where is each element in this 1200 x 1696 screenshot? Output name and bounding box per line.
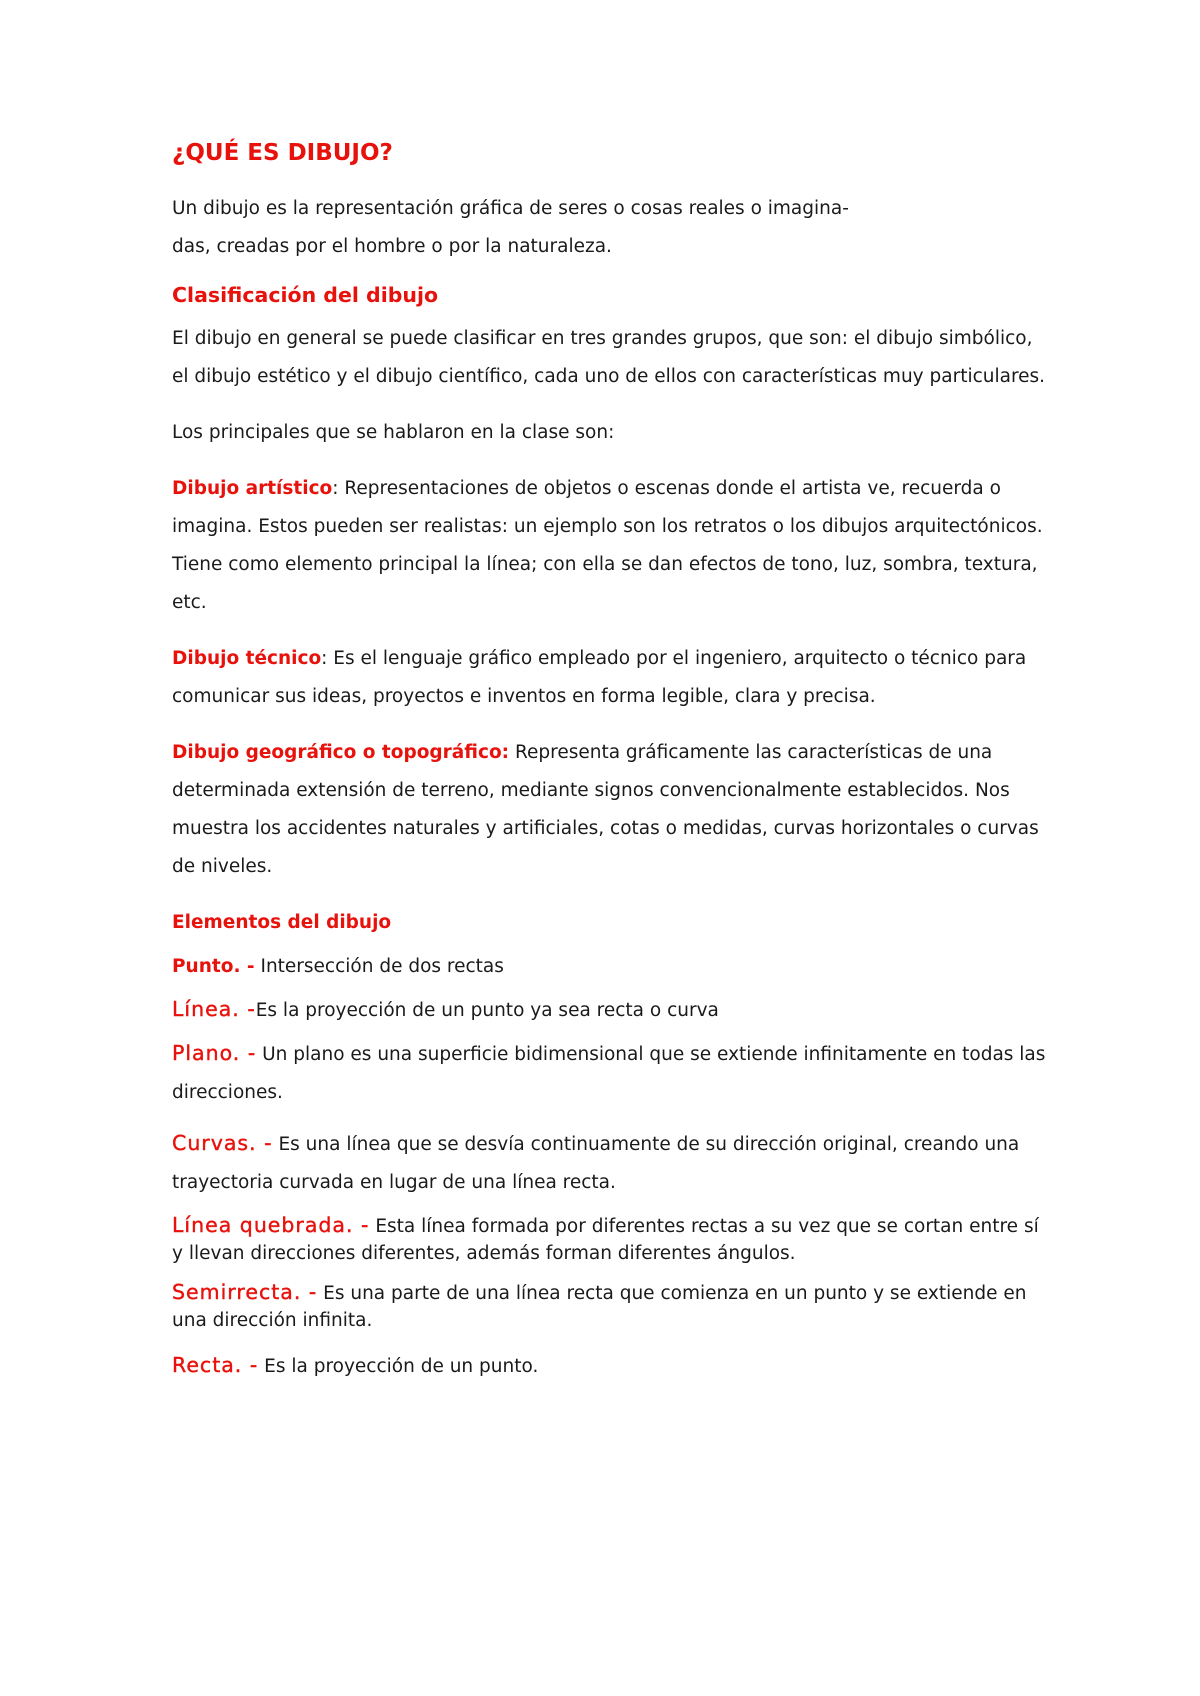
elemento-semirrecta	[172, 1279, 1052, 1334]
tipo-tecnico	[172, 640, 1052, 716]
elemento-plano	[172, 1034, 1052, 1112]
page-title: ¿QUÉ ES DIBUJO?	[172, 140, 393, 166]
elemento-text: Intersección de dos rectas	[254, 955, 504, 977]
elemento-text: Es una línea que se desvía continuamente de su dirección original, creando una trayectoria curvada en lugar de una línea recta.	[172, 1133, 1020, 1193]
intro-line-1: Un dibujo es la representación gráfica de seres o cosas reales o imagina-	[172, 197, 849, 219]
clasificacion-heading: Clasificación del dibujo	[172, 282, 439, 307]
elemento-text: Un plano es una superficie bidimensional que se extiende infinitamente en todas las direcciones.	[172, 1043, 1046, 1103]
elemento-text: Es la proyección de un punto ya sea recta o curva	[255, 999, 719, 1021]
tipo-label: Dibujo geográfico o topográfico:	[172, 741, 510, 763]
document-page	[172, 140, 1052, 1392]
elemento-label: Línea. -	[172, 996, 256, 1021]
principales-paragraph: Los principales que se hablaron en la clase son:	[172, 421, 615, 443]
tipo-text: Representa gráficamente las características de una determinada extensión de terreno, mediante signos convencionalmente establecidos. Nos muestra los accidentes naturales y artificiales, cotas o medidas, curvas horizontales o curvas de niveles.	[172, 741, 1039, 877]
tipo-artistico	[172, 470, 1052, 622]
tipo-label: Dibujo artístico	[172, 477, 333, 499]
elemento-punto	[172, 948, 1052, 986]
elemento-linea	[172, 990, 1052, 1030]
elemento-label: Curvas. -	[172, 1130, 273, 1155]
elemento-curvas	[172, 1124, 1052, 1202]
elementos-heading: Elementos del dibujo	[172, 911, 392, 933]
elemento-text: Es una parte de una línea recta que comienza en un punto y se extiende en una dirección infinita.	[172, 1282, 1027, 1331]
elemento-recta	[172, 1346, 1052, 1386]
tipo-geografico	[172, 734, 1052, 886]
tipo-text: Representaciones de objetos o escenas donde el artista ve, recuerda o imagina. Estos pueden ser realistas: un ejemplo son los retratos o los dibujos arquitectónicos. Tiene como elemento principal la línea; con ella se dan efectos de tono, luz, sombra, textura, etc.	[172, 477, 1043, 613]
elemento-label: Punto. -	[172, 955, 255, 977]
clasificacion-paragraph: El dibujo en general se puede clasificar en tres grandes grupos, que son: el dibujo simbólico, el dibujo estético y el dibujo científico, cada uno de ellos con características muy particulares.	[172, 327, 1046, 387]
tipo-separator: :	[321, 647, 334, 669]
tipo-separator: :	[332, 477, 345, 499]
elemento-label: Recta. -	[172, 1352, 259, 1377]
elemento-label: Semirrecta. -	[172, 1279, 318, 1304]
elemento-label: Línea quebrada. -	[172, 1212, 370, 1237]
elemento-label: Plano. -	[172, 1040, 257, 1065]
tipo-label: Dibujo técnico	[172, 647, 322, 669]
tipo-text: Es el lenguaje gráfico empleado por el ingeniero, arquitecto o técnico para comunicar sus ideas, proyectos e inventos en forma legible, clara y precisa.	[172, 647, 1027, 707]
intro-line-2: das, creadas por el hombre o por la naturaleza.	[172, 235, 612, 257]
elemento-text: Esta línea formada por diferentes rectas a su vez que se cortan entre sí y llevan direcciones diferentes, además forman diferentes ángulos.	[172, 1215, 1039, 1264]
elemento-linea-quebrada	[172, 1212, 1052, 1267]
elemento-text: Es la proyección de un punto.	[264, 1355, 539, 1377]
